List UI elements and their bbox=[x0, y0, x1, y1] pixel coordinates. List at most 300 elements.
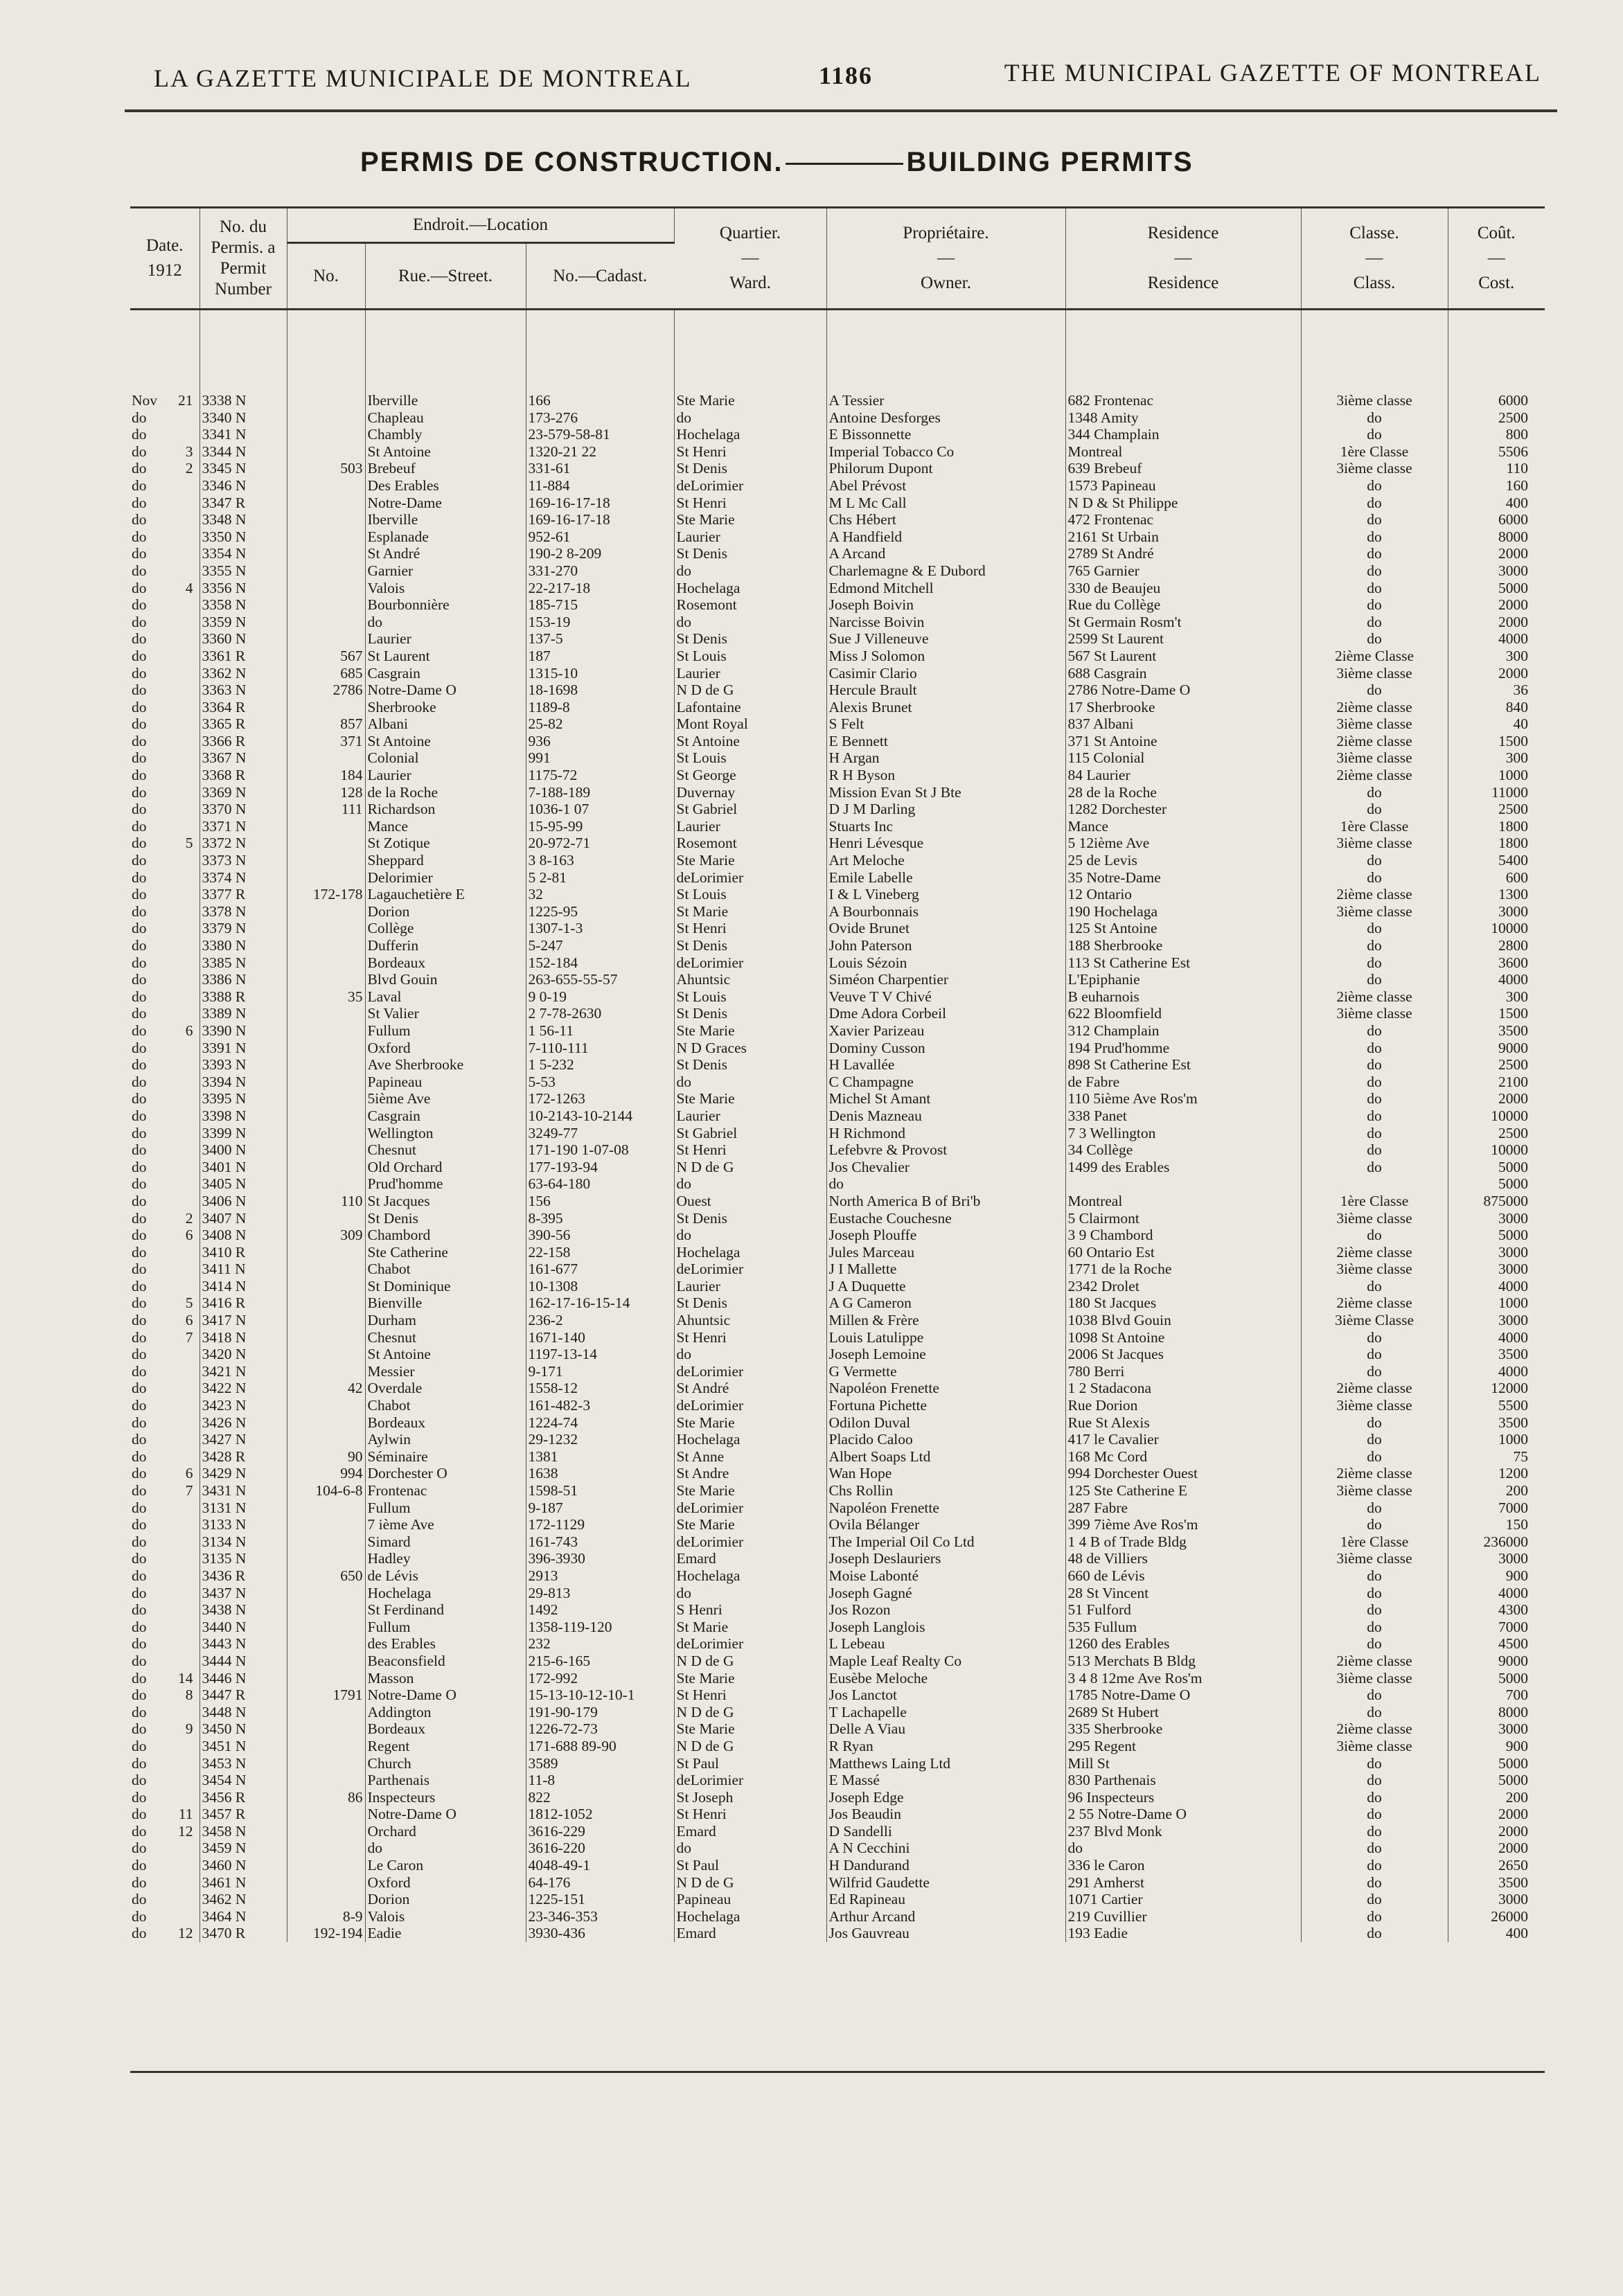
cell-permit-number: 3447 R bbox=[199, 1687, 287, 1704]
cell-permit-number: 3367 N bbox=[199, 749, 287, 767]
cell-cost: 160 bbox=[1505, 477, 1528, 494]
cell-ward: St Joseph bbox=[674, 1789, 826, 1806]
cell-ward: St Paul bbox=[674, 1857, 826, 1874]
table-row bbox=[130, 1653, 1545, 1670]
cell-month: do bbox=[132, 1754, 147, 1772]
cell-month: do bbox=[132, 477, 147, 494]
cell-cost: 3000 bbox=[1498, 1261, 1528, 1278]
cell-cadastre: 4048-49-1 bbox=[526, 1857, 674, 1874]
table-row bbox=[130, 1380, 1545, 1397]
cell-owner: Hercule Brault bbox=[826, 682, 1065, 699]
cell-day: 21 bbox=[178, 392, 193, 409]
cell-residence: 2789 St André bbox=[1065, 545, 1301, 562]
cell-residence: 2342 Drolet bbox=[1065, 1278, 1301, 1295]
cell-class: do bbox=[1301, 954, 1448, 972]
cell-street-number: 111 bbox=[287, 801, 365, 818]
cell-date bbox=[130, 1601, 199, 1619]
cell-residence: 2006 St Jacques bbox=[1065, 1346, 1301, 1363]
cell-ward: St Denis bbox=[674, 1056, 826, 1074]
table-row bbox=[130, 1056, 1545, 1074]
cell-permit-number: 3450 N bbox=[199, 1720, 287, 1738]
table-row bbox=[130, 1720, 1545, 1738]
cell-street: Dorchester O bbox=[365, 1465, 526, 1482]
cell-residence: 28 St Vincent bbox=[1065, 1585, 1301, 1602]
cell-cost: 5000 bbox=[1498, 1158, 1528, 1175]
cell-cadastre: 2913 bbox=[526, 1567, 674, 1585]
cell-cadastre: 1315-10 bbox=[526, 665, 674, 682]
cell-permit-number: 3422 N bbox=[199, 1380, 287, 1397]
cell-permit-number: 3431 N bbox=[199, 1482, 287, 1499]
cell-owner: Napoléon Frenette bbox=[826, 1380, 1065, 1397]
cell-cost: 2000 bbox=[1498, 596, 1528, 614]
cell-ward: Hochelaga bbox=[674, 1567, 826, 1585]
cell-owner: H Argan bbox=[826, 749, 1065, 767]
cell-street: Delorimier bbox=[365, 869, 526, 887]
cell-cost: 1800 bbox=[1498, 817, 1528, 835]
cell-class: do bbox=[1301, 545, 1448, 562]
cell-owner: Jules Marceau bbox=[826, 1244, 1065, 1261]
cell-cadastre: 173-276 bbox=[526, 409, 674, 427]
cell-street: Bienville bbox=[365, 1294, 526, 1312]
cell-cadastre: 190-2 8-209 bbox=[526, 545, 674, 562]
cell-residence: 417 le Cavalier bbox=[1065, 1431, 1301, 1448]
cell-street-number bbox=[287, 1312, 365, 1329]
cell-class: do bbox=[1301, 477, 1448, 495]
cell-cost: 7000 bbox=[1498, 1618, 1528, 1635]
cell-owner: E Bissonnette bbox=[826, 426, 1065, 443]
cell-street: Lagauchetière E bbox=[365, 886, 526, 903]
cell-residence: 168 Mc Cord bbox=[1065, 1448, 1301, 1466]
cell-owner: Dme Adora Corbeil bbox=[826, 1005, 1065, 1022]
cell-month: do bbox=[132, 698, 147, 715]
table-row bbox=[130, 1005, 1545, 1022]
cell-date bbox=[130, 1397, 199, 1414]
cell-class: do bbox=[1301, 1840, 1448, 1857]
cell-residence: 1499 des Erables bbox=[1065, 1159, 1301, 1176]
cell-month: do bbox=[132, 613, 147, 630]
cell-residence: Mance bbox=[1065, 818, 1301, 835]
cell-street: de Lévis bbox=[365, 1567, 526, 1585]
cell-cost: 2500 bbox=[1498, 1124, 1528, 1141]
cell-cost: 3500 bbox=[1498, 1414, 1528, 1431]
cell-class: do bbox=[1301, 1619, 1448, 1636]
cell-owner: Miss J Solomon bbox=[826, 648, 1065, 665]
cell-street-number bbox=[287, 1806, 365, 1823]
cell-date bbox=[130, 1227, 199, 1244]
cell-class: 2ième classe bbox=[1301, 1294, 1448, 1312]
cell-street: St André bbox=[365, 545, 526, 562]
table-row bbox=[130, 545, 1545, 562]
table-row bbox=[130, 1585, 1545, 1602]
table-row bbox=[130, 1175, 1545, 1193]
cell-permit-number: 3134 N bbox=[199, 1533, 287, 1551]
cell-street: Inspecteurs bbox=[365, 1789, 526, 1806]
cell-cost: 5000 bbox=[1498, 1772, 1528, 1789]
table-row bbox=[130, 1533, 1545, 1551]
cell-month: do bbox=[132, 1703, 147, 1720]
cell-class: do bbox=[1301, 1823, 1448, 1840]
cell-class: do bbox=[1301, 1141, 1448, 1159]
table-row bbox=[130, 1891, 1545, 1908]
cell-owner: Lefebvre & Provost bbox=[826, 1141, 1065, 1159]
cell-owner: Delle A Viau bbox=[826, 1720, 1065, 1738]
cell-date bbox=[130, 784, 199, 801]
cell-street: Richardson bbox=[365, 801, 526, 818]
cell-cost: 5000 bbox=[1498, 1175, 1528, 1193]
cell-permit-number: 3461 N bbox=[199, 1874, 287, 1892]
cell-month: do bbox=[132, 1533, 147, 1550]
cell-month: do bbox=[132, 1362, 147, 1380]
cell-class bbox=[1301, 1175, 1448, 1193]
cell-permit-number: 3459 N bbox=[199, 1840, 287, 1857]
cell-owner: Joseph Deslauriers bbox=[826, 1550, 1065, 1567]
cell-street-number bbox=[287, 1294, 365, 1312]
cell-month: do bbox=[132, 1107, 147, 1124]
cell-date bbox=[130, 1789, 199, 1806]
cell-street: St Antoine bbox=[365, 733, 526, 750]
cell-permit-number: 3360 N bbox=[199, 630, 287, 648]
cell-month: do bbox=[132, 1907, 147, 1925]
cell-cost: 200 bbox=[1505, 1482, 1528, 1499]
cell-permit-number: 3348 N bbox=[199, 511, 287, 528]
table-row bbox=[130, 1925, 1545, 1942]
cell-owner: A Bourbonnais bbox=[826, 903, 1065, 920]
cell-street: Mance bbox=[365, 818, 526, 835]
cell-month: do bbox=[132, 1891, 147, 1908]
cell-permit-number: 3338 N bbox=[199, 310, 287, 409]
cell-cost: 9000 bbox=[1498, 1039, 1528, 1056]
cell-date bbox=[130, 1857, 199, 1874]
cell-street: Laurier bbox=[365, 767, 526, 784]
cell-owner: Narcisse Boivin bbox=[826, 614, 1065, 631]
cell-owner: A G Cameron bbox=[826, 1294, 1065, 1312]
cell-permit-number: 3440 N bbox=[199, 1619, 287, 1636]
cell-owner: North America B of Bri'b bbox=[826, 1193, 1065, 1210]
cell-cost: 6000 bbox=[1498, 511, 1528, 528]
cell-street: Notre-Dame O bbox=[365, 1687, 526, 1704]
table-row bbox=[130, 869, 1545, 887]
cell-class: do bbox=[1301, 596, 1448, 614]
cell-day: 2 bbox=[185, 1209, 193, 1227]
cell-month: do bbox=[132, 767, 147, 784]
cell-cadastre: 5-53 bbox=[526, 1074, 674, 1091]
cell-street-number bbox=[287, 954, 365, 972]
cell-street-number: 685 bbox=[287, 665, 365, 682]
cell-month: do bbox=[132, 1601, 147, 1619]
cell-street-number bbox=[287, 1704, 365, 1721]
header-english-title: THE MUNICIPAL GAZETTE OF MONTREAL bbox=[1004, 59, 1541, 87]
cell-month: do bbox=[132, 460, 147, 477]
cell-cadastre: 1358-119-120 bbox=[526, 1619, 674, 1636]
cell-cadastre: 171-190 1-07-08 bbox=[526, 1141, 674, 1159]
cell-cadastre: 3589 bbox=[526, 1755, 674, 1772]
cell-permit-number: 3410 R bbox=[199, 1244, 287, 1261]
cell-residence: 188 Sherbrooke bbox=[1065, 937, 1301, 954]
cell-permit-number: 3386 N bbox=[199, 971, 287, 988]
cell-street: Ste Catherine bbox=[365, 1244, 526, 1261]
cell-cadastre: 1 56-11 bbox=[526, 1022, 674, 1040]
cell-permit-number: 3373 N bbox=[199, 852, 287, 869]
cell-street-number bbox=[287, 1772, 365, 1789]
cell-ward: St Louis bbox=[674, 749, 826, 767]
cell-month: do bbox=[132, 1840, 147, 1857]
cell-class: do bbox=[1301, 1567, 1448, 1585]
cell-permit-number: 3444 N bbox=[199, 1653, 287, 1670]
cell-owner: E Bennett bbox=[826, 733, 1065, 750]
cell-street-number bbox=[287, 409, 365, 427]
cell-cost: 5500 bbox=[1498, 1397, 1528, 1414]
cell-street: Chesnut bbox=[365, 1329, 526, 1346]
cell-permit-number: 3437 N bbox=[199, 1585, 287, 1602]
cell-cost: 3000 bbox=[1498, 1209, 1528, 1227]
cell-street-number bbox=[287, 1874, 365, 1892]
cell-class: do bbox=[1301, 1448, 1448, 1466]
cell-street-number bbox=[287, 1397, 365, 1414]
cell-cadastre: 3 8-163 bbox=[526, 852, 674, 869]
table-row bbox=[130, 1278, 1545, 1295]
cell-ward: St Marie bbox=[674, 903, 826, 920]
cell-street: Hochelaga bbox=[365, 1585, 526, 1602]
cell-cadastre: 11-884 bbox=[526, 477, 674, 495]
cell-owner: do bbox=[826, 1175, 1065, 1193]
cell-class: 2ième classe bbox=[1301, 767, 1448, 784]
permits-table-wrap bbox=[130, 206, 1545, 1942]
cell-street-number: 35 bbox=[287, 988, 365, 1006]
table-row bbox=[130, 409, 1545, 427]
cell-month: do bbox=[132, 988, 147, 1005]
cell-ward: deLorimier bbox=[674, 477, 826, 495]
cell-month: do bbox=[132, 647, 147, 664]
cell-date bbox=[130, 1704, 199, 1721]
cell-date bbox=[130, 1329, 199, 1346]
cell-residence: 110 5ième Ave Ros'm bbox=[1065, 1090, 1301, 1107]
cell-month: do bbox=[132, 1039, 147, 1056]
cell-ward: Ste Marie bbox=[674, 1516, 826, 1533]
cell-month: do bbox=[132, 1550, 147, 1567]
cell-ward: do bbox=[674, 562, 826, 580]
cell-class: do bbox=[1301, 1704, 1448, 1721]
cell-cadastre: 22-158 bbox=[526, 1244, 674, 1261]
cell-owner: G Vermette bbox=[826, 1363, 1065, 1380]
cell-street: Des Erables bbox=[365, 477, 526, 495]
cell-street: Valois bbox=[365, 1908, 526, 1925]
table-bottom-rule bbox=[130, 2071, 1545, 2073]
cell-month: Nov bbox=[132, 392, 158, 409]
cell-cadastre: 187 bbox=[526, 648, 674, 665]
cell-cadastre: 331-270 bbox=[526, 562, 674, 580]
cell-cost: 200 bbox=[1505, 1788, 1528, 1806]
running-head bbox=[154, 58, 1541, 93]
cell-permit-number: 3362 N bbox=[199, 665, 287, 682]
cell-residence: St Germain Rosm't bbox=[1065, 614, 1301, 631]
cell-street: Chapleau bbox=[365, 409, 526, 427]
table-row bbox=[130, 1141, 1545, 1159]
cell-residence: 84 Laurier bbox=[1065, 767, 1301, 784]
cell-street-number bbox=[287, 1720, 365, 1738]
cell-date bbox=[130, 1482, 199, 1499]
cell-date bbox=[130, 886, 199, 903]
cell-permit-number: 3427 N bbox=[199, 1431, 287, 1448]
cell-month: do bbox=[132, 630, 147, 648]
cell-date bbox=[130, 545, 199, 562]
header-french-title: LA GAZETTE MUNICIPALE DE MONTREAL bbox=[154, 64, 692, 92]
cell-owner: Joseph Plouffe bbox=[826, 1227, 1065, 1244]
cell-class: do bbox=[1301, 852, 1448, 869]
table-row bbox=[130, 580, 1545, 597]
cell-street-number: 192-194 bbox=[287, 1925, 365, 1942]
cell-class: do bbox=[1301, 1499, 1448, 1517]
cell-cost: 1500 bbox=[1498, 1005, 1528, 1022]
cell-cost: 2000 bbox=[1498, 1840, 1528, 1857]
cell-cost: 4000 bbox=[1498, 1328, 1528, 1346]
cell-owner: Dominy Cusson bbox=[826, 1040, 1065, 1057]
table-row bbox=[130, 749, 1545, 767]
cell-cadastre: 936 bbox=[526, 733, 674, 750]
cell-cost: 2000 bbox=[1498, 1822, 1528, 1840]
table-row bbox=[130, 1601, 1545, 1619]
cell-street: Garnier bbox=[365, 562, 526, 580]
cell-class: do bbox=[1301, 869, 1448, 887]
cell-cost: 236000 bbox=[1483, 1533, 1528, 1550]
table-row bbox=[130, 784, 1545, 801]
cell-month: do bbox=[132, 1635, 147, 1653]
cell-street-number bbox=[287, 1125, 365, 1142]
cell-permit-number: 3380 N bbox=[199, 937, 287, 954]
table-row bbox=[130, 1789, 1545, 1806]
cell-class: do bbox=[1301, 1090, 1448, 1107]
table-row bbox=[130, 1687, 1545, 1704]
cell-ward: deLorimier bbox=[674, 1499, 826, 1517]
cell-month: do bbox=[132, 835, 147, 852]
cell-ward: Rosemont bbox=[674, 835, 826, 852]
cell-street: St Antoine bbox=[365, 443, 526, 461]
cell-date bbox=[130, 937, 199, 954]
cell-owner: Antoine Desforges bbox=[826, 409, 1065, 427]
cell-ward: St Henri bbox=[674, 920, 826, 937]
cell-day: 7 bbox=[185, 1328, 193, 1346]
cell-month: do bbox=[132, 902, 147, 920]
cell-owner: Abel Prévost bbox=[826, 477, 1065, 495]
cell-class: do bbox=[1301, 1789, 1448, 1806]
cell-ward: Ste Marie bbox=[674, 1022, 826, 1040]
cell-permit-number: 3414 N bbox=[199, 1278, 287, 1295]
cell-street: Chesnut bbox=[365, 1141, 526, 1159]
cell-class: 3ième classe bbox=[1301, 1261, 1448, 1278]
cell-ward: Hochelaga bbox=[674, 580, 826, 597]
cell-date bbox=[130, 477, 199, 495]
header-residence: Residence — Residence bbox=[1065, 208, 1301, 310]
cell-cadastre: 161-482-3 bbox=[526, 1397, 674, 1414]
cell-cadastre: 7-188-189 bbox=[526, 784, 674, 801]
cell-street: Notre-Dame bbox=[365, 495, 526, 512]
cell-month: do bbox=[132, 1192, 147, 1209]
cell-day: 5 bbox=[185, 835, 193, 852]
cell-owner: Odilon Duval bbox=[826, 1414, 1065, 1432]
cell-month: do bbox=[132, 1209, 147, 1227]
cell-owner: Sue J Villeneuve bbox=[826, 630, 1065, 648]
cell-street: Chambly bbox=[365, 426, 526, 443]
cell-street-number: 309 bbox=[287, 1227, 365, 1244]
cell-street-number bbox=[287, 1585, 365, 1602]
cell-ward: N D de G bbox=[674, 1874, 826, 1892]
cell-cadastre: 2 7-78-2630 bbox=[526, 1005, 674, 1022]
cell-ward: deLorimier bbox=[674, 954, 826, 972]
cell-class: do bbox=[1301, 1635, 1448, 1653]
table-row bbox=[130, 460, 1545, 477]
cell-date bbox=[130, 1090, 199, 1107]
cell-date bbox=[130, 954, 199, 972]
table-row bbox=[130, 1550, 1545, 1567]
cell-month: do bbox=[132, 1687, 147, 1704]
cell-month: do bbox=[132, 886, 147, 903]
cell-ward: deLorimier bbox=[674, 1635, 826, 1653]
cell-owner: Jos Gauvreau bbox=[826, 1925, 1065, 1942]
cell-class: 3ième classe bbox=[1301, 1210, 1448, 1227]
cell-month: do bbox=[132, 1414, 147, 1431]
cell-date bbox=[130, 1891, 199, 1908]
cell-cost: 2100 bbox=[1498, 1073, 1528, 1090]
cell-owner: A Handfield bbox=[826, 528, 1065, 546]
cell-street-number: 104-6-8 bbox=[287, 1482, 365, 1499]
cell-month: do bbox=[132, 1925, 147, 1942]
table-row bbox=[130, 528, 1545, 546]
cell-street: Simard bbox=[365, 1533, 526, 1551]
cell-date bbox=[130, 1772, 199, 1789]
table-row bbox=[130, 562, 1545, 580]
table-row bbox=[130, 477, 1545, 495]
cell-residence: 17 Sherbrooke bbox=[1065, 699, 1301, 716]
cell-class: do bbox=[1301, 1806, 1448, 1823]
cell-owner: Joseph Langlois bbox=[826, 1619, 1065, 1636]
cell-cadastre: 3249-77 bbox=[526, 1125, 674, 1142]
cell-ward: do bbox=[674, 1346, 826, 1363]
cell-month: do bbox=[132, 1141, 147, 1159]
cell-class: do bbox=[1301, 1125, 1448, 1142]
cell-date bbox=[130, 733, 199, 750]
cell-street: Masson bbox=[365, 1670, 526, 1687]
cell-month: do bbox=[132, 1022, 147, 1039]
cell-class: do bbox=[1301, 1022, 1448, 1040]
cell-ward: deLorimier bbox=[674, 1363, 826, 1380]
table-row bbox=[130, 801, 1545, 818]
cell-ward: Ste Marie bbox=[674, 852, 826, 869]
cell-cost: 1300 bbox=[1498, 886, 1528, 903]
cell-day: 9 bbox=[185, 1720, 193, 1738]
cell-cadastre: 3616-229 bbox=[526, 1823, 674, 1840]
cell-ward: Hochelaga bbox=[674, 1908, 826, 1925]
cell-month: do bbox=[132, 1465, 147, 1482]
cell-date bbox=[130, 1210, 199, 1227]
cell-permit-number: 3470 R bbox=[199, 1925, 287, 1942]
cell-class: do bbox=[1301, 528, 1448, 546]
cell-owner: R H Byson bbox=[826, 767, 1065, 784]
cell-class: do bbox=[1301, 1857, 1448, 1874]
cell-ward: St Denis bbox=[674, 937, 826, 954]
cell-cadastre: 11-8 bbox=[526, 1772, 674, 1789]
cell-owner: Joseph Boivin bbox=[826, 596, 1065, 614]
cell-street-number bbox=[287, 477, 365, 495]
cell-cost: 2500 bbox=[1498, 1056, 1528, 1074]
table-body bbox=[130, 310, 1545, 1943]
cell-permit-number: 3350 N bbox=[199, 528, 287, 546]
cell-month: do bbox=[132, 1567, 147, 1584]
cell-class: do bbox=[1301, 801, 1448, 818]
cell-class: 2ième classe bbox=[1301, 733, 1448, 750]
cell-cadastre: 161-677 bbox=[526, 1261, 674, 1278]
cell-street: Chabot bbox=[365, 1397, 526, 1414]
cell-owner: Denis Mazneau bbox=[826, 1107, 1065, 1125]
cell-owner: Ovide Brunet bbox=[826, 920, 1065, 937]
